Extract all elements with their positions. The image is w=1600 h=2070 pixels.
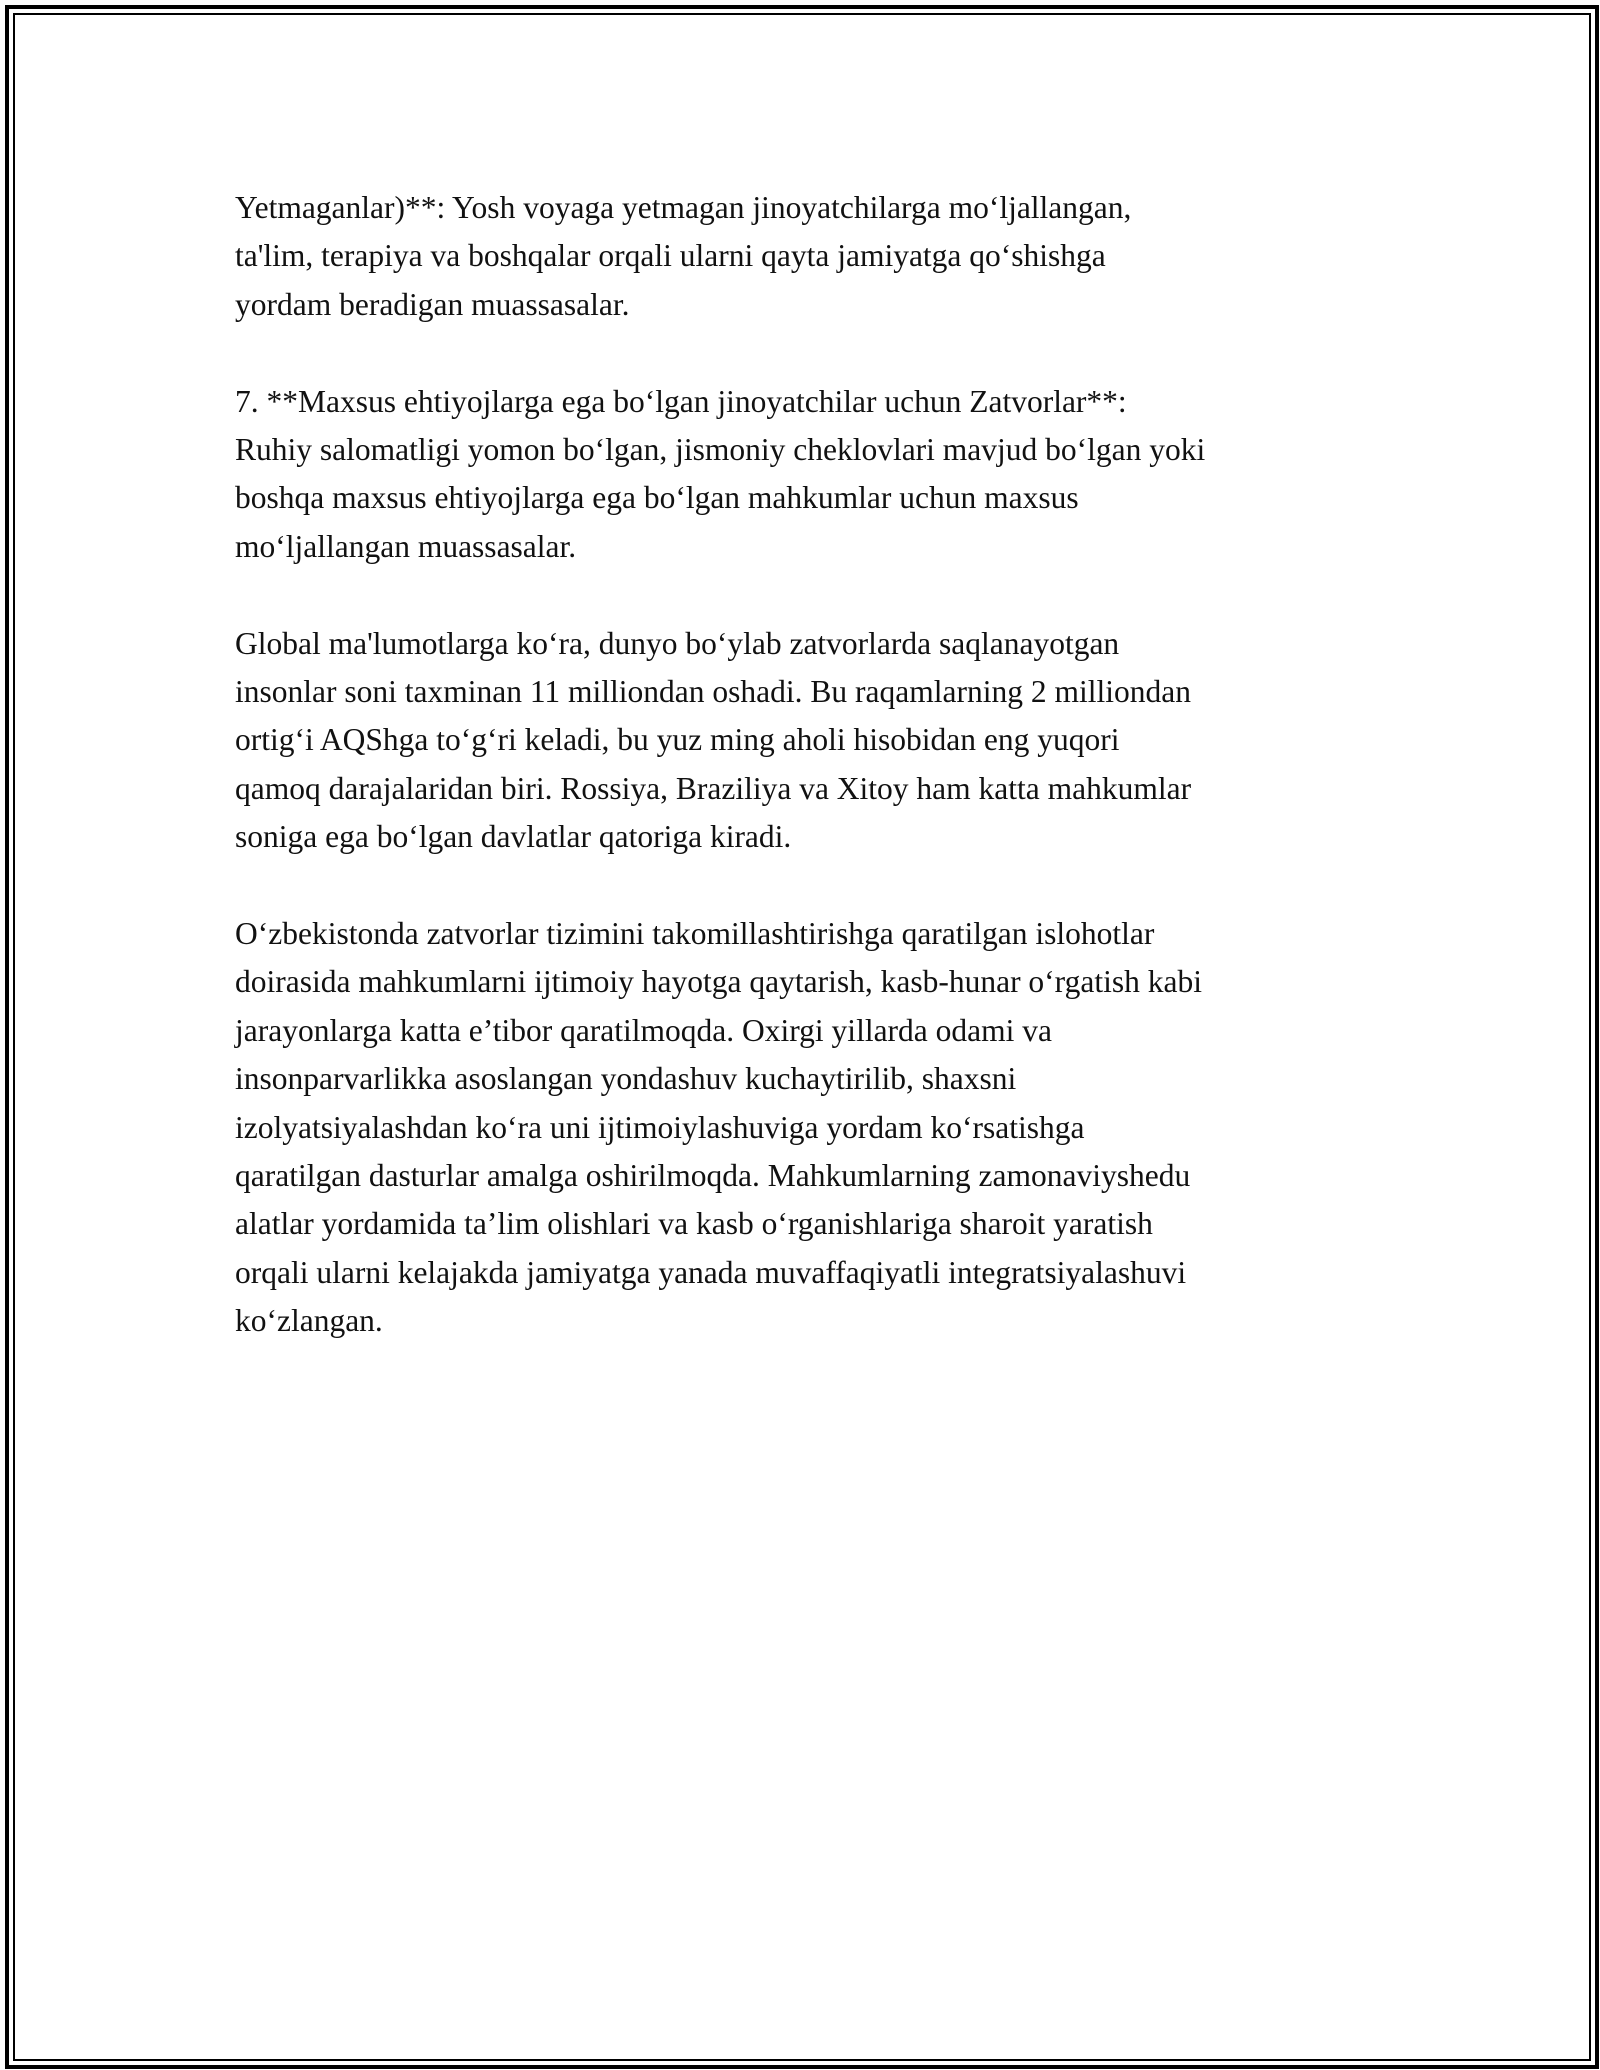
text-line: Yetmaganlar)**: Yosh voyaga yetmagan jinoyatchilarga mo‘ljallangan, bbox=[235, 190, 1132, 225]
text-line: soniga ega bo‘lgan davlatlar qatoriga kiradi. bbox=[235, 819, 792, 855]
text-line: izolyatsiyalashdan ko‘ra uni ijtimoiylashuviga yordam ko‘rsatishga bbox=[235, 1109, 1085, 1145]
text-line: doirasida mahkumlarni ijtimoiy hayotga qaytarish, kasb-hunar o‘rgatish kabi bbox=[235, 964, 1202, 1000]
text-line: insonparvarlikka asoslangan yondashuv kuchaytirilib, shaxsni bbox=[235, 1061, 1017, 1097]
text-line: orqali ularni kelajakda jamiyatga yanada muvaffaqiyatli integratsiyalashuvi bbox=[235, 1254, 1187, 1290]
text-line: 7. **Maxsus ehtiyojlarga ega bo‘lgan jinoyatchilar uchun Zatvorlar**: bbox=[235, 383, 1127, 419]
paragraph-1 bbox=[235, 184, 1385, 329]
paragraph-3 bbox=[235, 620, 1385, 862]
text-line: ko‘zlangan. bbox=[235, 1303, 383, 1339]
paragraph-2 bbox=[235, 378, 1385, 572]
text-line: O‘zbekistonda zatvorlar tizimini takomillashtirishga qaratilgan islohotlar bbox=[235, 916, 1155, 952]
text-line: yordam beradigan muassasalar. bbox=[235, 286, 630, 322]
text-line: Global ma'lumotlarga ko‘ra, dunyo bo‘ylab zatvorlarda saqlanayotgan bbox=[235, 625, 1120, 661]
document-body bbox=[235, 184, 1385, 1394]
text-line: jarayonlarga katta e’tibor qaratilmoqda. Oxirgi yillarda odami va bbox=[235, 1012, 1052, 1048]
text-line: insonlar soni taxminan 11 milliondan oshadi. Bu raqamlarning 2 milliondan bbox=[235, 674, 1191, 710]
text-line: ortig‘i AQShga to‘g‘ri keladi, bu yuz ming aholi hisobidan eng yuqori bbox=[235, 722, 1120, 758]
text-line: qaratilgan dasturlar amalga oshirilmoqda. Mahkumlarning zamonaviyshedu bbox=[235, 1158, 1191, 1194]
paragraph-4 bbox=[235, 910, 1385, 1346]
text-line: ta'lim, terapiya va boshqalar orqali ularni qayta jamiyatga qo‘shishga bbox=[235, 238, 1106, 274]
text-line: boshqa maxsus ehtiyojlarga ega bo‘lgan mahkumlar uchun maxsus bbox=[235, 480, 1079, 516]
text-line: alatlar yordamida ta’lim olishlari va kasb o‘rganishlariga sharoit yaratish bbox=[235, 1206, 1153, 1242]
text-line: Ruhiy salomatligi yomon bo‘lgan, jismoniy cheklovlari mavjud bo‘lgan yoki bbox=[235, 432, 1206, 468]
text-line: mo‘ljallangan muassasalar. bbox=[235, 528, 577, 564]
text-line: qamoq darajalaridan biri. Rossiya, Braziliya va Xitoy ham katta mahkumlar bbox=[235, 770, 1192, 806]
